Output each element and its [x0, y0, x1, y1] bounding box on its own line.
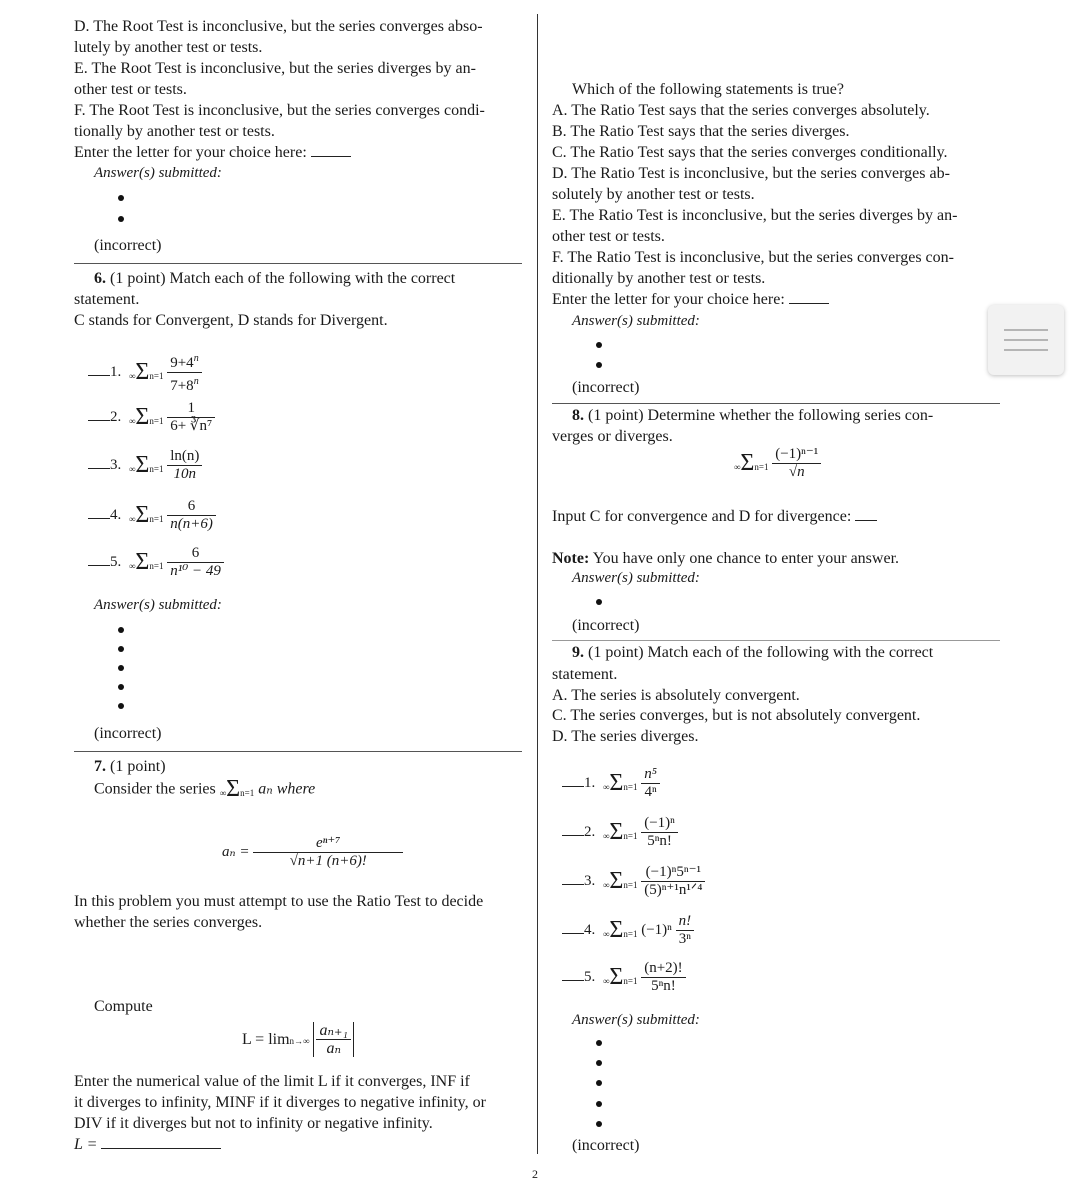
fraction-numerator: n⁵ — [641, 766, 660, 784]
q7-L-answer-blank[interactable] — [101, 1136, 221, 1149]
sigma-top: ∞ — [129, 464, 136, 474]
sigma-top: ∞ — [603, 831, 610, 841]
sigma-icon: Σ — [740, 450, 755, 476]
an-label: aₙ = — [222, 844, 250, 860]
q6-header-cont: statement. — [74, 291, 140, 308]
fraction-denominator: n¹⁰ − 49 — [170, 563, 221, 579]
answer-bullet — [596, 342, 602, 348]
q9-item-4 — [562, 913, 694, 948]
sigma-bottom: n=1 — [149, 561, 164, 571]
answer-bullet — [596, 1121, 602, 1127]
sigma-top: ∞ — [734, 462, 741, 472]
q6-item-2 — [88, 400, 215, 435]
answer-bullet — [596, 362, 602, 368]
q5-answer-blank[interactable] — [311, 144, 351, 157]
ratio-option-line: F. The Ratio Test is inconclusive, but the series converges con- — [552, 249, 954, 266]
fraction-denominator: 3ⁿ — [678, 931, 692, 947]
ratio-option-line: B. The Ratio Test says that the series diverges. — [552, 123, 850, 140]
q9-item-label: 1. — [584, 774, 596, 791]
fraction-denominator: 10n — [173, 466, 197, 482]
answers-submitted-label: Answer(s) submitted: — [572, 313, 700, 329]
q6-item-4-blank[interactable] — [88, 506, 110, 519]
q7-number: 7. — [94, 758, 106, 775]
q5-option-line: F. The Root Test is inconclusive, but the series converges condi- — [74, 102, 485, 119]
answer-bullet — [596, 1060, 602, 1066]
q7-limit-formula — [242, 1022, 354, 1057]
answer-bullet — [118, 627, 124, 633]
sigma-icon: Σ — [135, 404, 150, 430]
q5-option-line: E. The Root Test is inconclusive, but the series diverges by an- — [74, 60, 476, 77]
q9-item-5-blank[interactable] — [562, 968, 584, 981]
section-divider — [74, 751, 522, 752]
fraction-denominator: 4ⁿ — [644, 784, 657, 800]
q8-note-label: Note: — [552, 550, 590, 567]
sigma-bottom: n=1 — [623, 831, 638, 841]
ratio-choice-row — [552, 289, 829, 310]
fraction-numerator: (−1)ⁿ5ⁿ⁻¹ — [641, 864, 705, 882]
ratio-option-line: A. The Ratio Test says that the series converges absolutely. — [552, 102, 930, 119]
sigma-top: ∞ — [129, 416, 136, 426]
q8-note-text: You have only one chance to enter your answer. — [592, 550, 900, 567]
sigma-icon: Σ — [135, 358, 150, 385]
q9-item-2-blank[interactable] — [562, 823, 584, 836]
q7-consider-text: Consider the series — [94, 780, 216, 798]
q9-item-4-blank[interactable] — [562, 921, 584, 934]
q6-header — [94, 268, 455, 289]
q7-series-term: aₙ where — [258, 780, 316, 798]
fraction-numerator: ln(n) — [167, 448, 202, 466]
answer-bullet — [596, 1101, 602, 1107]
section-divider — [552, 640, 1000, 641]
sigma-icon: Σ — [135, 452, 150, 478]
answer-bullet — [596, 599, 602, 605]
q5-option-line: lutely by another test or tests. — [74, 39, 263, 56]
q6-item-label: 3. — [110, 456, 122, 473]
answer-bullet — [118, 703, 124, 709]
q9-number: 9. — [572, 644, 584, 661]
q6-item-1 — [88, 350, 202, 395]
q5-option-line: tionally by another test or tests. — [74, 123, 275, 140]
q7-instruction-line: whether the series converges. — [74, 914, 263, 931]
sigma-bottom: n=1 — [623, 929, 638, 939]
q9-option-line: D. The series diverges. — [552, 728, 699, 745]
sigma-top: ∞ — [603, 929, 610, 939]
q8-header — [572, 405, 933, 426]
q9-item-5 — [562, 960, 686, 995]
q5-option-line: other test or tests. — [74, 81, 187, 98]
q7-consider-row — [94, 778, 315, 800]
fraction-numerator: eⁿ⁺⁷ — [253, 835, 403, 853]
q8-header-cont: verges or diverges. — [552, 428, 673, 445]
ratio-option-line: D. The Ratio Test is inconclusive, but the series converges ab- — [552, 165, 950, 182]
q8-answer-blank[interactable] — [855, 508, 877, 521]
q7-instruction-line: In this problem you must attempt to use the Ratio Test to decide — [74, 893, 484, 910]
answer-bullet — [596, 1040, 602, 1046]
ratio-option-line: solutely by another test or tests. — [552, 186, 755, 203]
section-divider — [74, 263, 522, 264]
q5-prompt-row — [74, 142, 351, 163]
fraction-numerator: (n+2)! — [641, 960, 685, 978]
sigma-icon: Σ — [226, 776, 241, 802]
q5-prompt: Enter the letter for your choice here: — [74, 144, 307, 161]
q8-number: 8. — [572, 407, 584, 424]
menu-icon-bar — [1004, 349, 1048, 351]
incorrect-status: (incorrect) — [572, 1137, 640, 1154]
answer-bullet — [118, 665, 124, 671]
q6-item-3 — [88, 448, 202, 483]
ratio-option-line: other test or tests. — [552, 228, 665, 245]
sigma-bottom: n=1 — [240, 788, 255, 798]
q9-item-3 — [562, 864, 705, 899]
answers-submitted-label: Answer(s) submitted: — [94, 165, 222, 181]
sigma-icon: Σ — [609, 964, 624, 990]
q6-item-label: 1. — [110, 363, 122, 380]
q9-option-line: C. The series converges, but is not absolutely convergent. — [552, 707, 921, 724]
menu-icon-bar — [1004, 329, 1048, 331]
ratio-answer-blank[interactable] — [789, 291, 829, 304]
column-divider — [537, 14, 538, 1154]
sigma-bottom: n=1 — [149, 370, 164, 381]
q7-enter-line: Enter the numerical value of the limit L if it converges, INF if — [74, 1073, 470, 1090]
answers-submitted-label: Answer(s) submitted: — [572, 570, 700, 586]
q9-item-3-blank[interactable] — [562, 872, 584, 885]
q6-item-5-blank[interactable] — [88, 553, 110, 566]
answer-bullet — [118, 684, 124, 690]
q9-item-label: 5. — [584, 968, 596, 985]
sigma-top: ∞ — [129, 514, 136, 524]
fraction-numerator: aₙ₊₁ — [316, 1022, 351, 1040]
sigma-icon: Σ — [135, 502, 150, 528]
q9-header-cont: statement. — [552, 666, 618, 683]
q9-header — [572, 642, 933, 663]
q6-header-text: (1 point) Match each of the following with the correct — [110, 270, 456, 287]
ratio-option-line: C. The Ratio Test says that the series converges conditionally. — [552, 144, 948, 161]
q7-header — [94, 756, 166, 777]
menu-icon-bar — [1004, 339, 1048, 341]
q9-item-4-prefix: (−1)ⁿ — [641, 922, 672, 938]
q6-item-label: 4. — [110, 506, 122, 523]
section-divider — [552, 403, 1000, 404]
fraction-denominator: n(n+6) — [170, 516, 213, 532]
ratio-question-prompt: Which of the following statements is true? — [572, 81, 844, 98]
sigma-top: ∞ — [603, 782, 610, 792]
q7-enter-line: DIV if it diverges but not to infinity or negative infinity. — [74, 1115, 433, 1132]
fraction-denominator: 7+8 — [170, 378, 194, 394]
sigma-icon: Σ — [609, 770, 624, 796]
limit-subscript: n→∞ — [289, 1036, 310, 1046]
answer-bullet — [118, 216, 124, 222]
fraction-numerator: (−1)ⁿ⁻¹ — [772, 446, 821, 464]
fraction-numerator: 6 — [167, 545, 224, 563]
sigma-bottom: n=1 — [149, 416, 164, 426]
sigma-top: ∞ — [219, 788, 227, 798]
fraction-denominator: aₙ — [326, 1040, 341, 1057]
q8-header-text: (1 point) Determine whether the following series con- — [588, 407, 934, 424]
q6-number: 6. — [94, 270, 106, 287]
exponent: n — [193, 376, 199, 387]
incorrect-status: (incorrect) — [572, 617, 640, 634]
fraction-denominator: (5)ⁿ⁺¹n¹ᐟ⁴ — [644, 882, 703, 898]
sigma-top: ∞ — [129, 370, 136, 381]
fraction-denominator: 6+ ∛n⁷ — [170, 418, 213, 434]
q8-input-prompt: Input C for convergence and D for divergence: — [552, 508, 852, 525]
incorrect-status: (incorrect) — [94, 237, 162, 254]
sigma-top: ∞ — [603, 880, 610, 890]
sigma-bottom: n=1 — [623, 976, 638, 986]
sigma-icon: Σ — [135, 549, 150, 575]
q7-an-formula — [222, 835, 403, 870]
sigma-top: ∞ — [603, 976, 610, 986]
fraction-numerator: 6 — [167, 498, 216, 516]
ratio-option-line: ditionally by another test or tests. — [552, 270, 766, 287]
q6-item-2-blank[interactable] — [88, 408, 110, 421]
fraction-denominator: 5ⁿn! — [647, 833, 672, 849]
fraction-denominator: √n+1 (n+6)! — [289, 853, 367, 869]
q7-enter-line: it diverges to infinity, MINF if it diverges to negative infinity, or — [74, 1094, 486, 1111]
q5-option-line: D. The Root Test is inconclusive, but the series converges abso- — [74, 18, 483, 35]
q6-item-label: 2. — [110, 408, 122, 425]
answer-bullet — [596, 1080, 602, 1086]
exponent: n — [193, 353, 199, 364]
q6-legend: C stands for Convergent, D stands for Divergent. — [74, 312, 388, 329]
answers-submitted-label: Answer(s) submitted: — [94, 597, 222, 613]
q6-item-3-blank[interactable] — [88, 456, 110, 469]
q6-item-label: 5. — [110, 553, 122, 570]
sigma-icon: Σ — [609, 917, 624, 943]
sigma-bottom: n=1 — [623, 880, 638, 890]
sigma-bottom: n=1 — [149, 464, 164, 474]
q8-note-row — [552, 548, 899, 569]
q9-item-label: 4. — [584, 921, 596, 938]
limit-label: L = lim — [242, 1031, 290, 1048]
ratio-choice-prompt: Enter the letter for your choice here: — [552, 291, 785, 308]
q9-option-line: A. The series is absolutely convergent. — [552, 687, 800, 704]
q6-item-5 — [88, 545, 224, 580]
q7-compute: Compute — [94, 998, 153, 1015]
incorrect-status: (incorrect) — [94, 725, 162, 742]
page-number: 2 — [532, 1167, 538, 1181]
sigma-bottom: n=1 — [754, 462, 769, 472]
answers-submitted-label: Answer(s) submitted: — [572, 1012, 700, 1028]
q9-item-1-blank[interactable] — [562, 774, 584, 787]
q9-item-label: 2. — [584, 823, 596, 840]
q7-L-row — [74, 1134, 221, 1155]
fraction-numerator: 9+4 — [170, 355, 194, 371]
fraction-denominator: √n — [788, 464, 805, 480]
q9-item-2 — [562, 815, 678, 850]
q9-header-text: (1 point) Match each of the following with the correct — [588, 644, 934, 661]
ratio-option-line: E. The Ratio Test is inconclusive, but the series diverges by an- — [552, 207, 958, 224]
sigma-icon: Σ — [609, 819, 624, 845]
q6-item-1-blank[interactable] — [88, 363, 110, 376]
q8-series — [734, 446, 821, 481]
sigma-bottom: n=1 — [623, 782, 638, 792]
sigma-icon: Σ — [609, 868, 624, 894]
q6-item-4 — [88, 498, 216, 533]
fraction-numerator: n! — [676, 913, 695, 931]
q7-points: (1 point) — [110, 758, 166, 775]
q9-item-label: 3. — [584, 872, 596, 889]
q8-input-row — [552, 506, 877, 527]
menu-button[interactable] — [988, 305, 1064, 375]
sigma-bottom: n=1 — [149, 514, 164, 524]
answer-bullet — [118, 195, 124, 201]
L-prompt: L = — [74, 1136, 98, 1153]
fraction-denominator: 5ⁿn! — [651, 978, 676, 994]
sigma-top: ∞ — [129, 561, 136, 571]
incorrect-status: (incorrect) — [572, 379, 640, 396]
fraction-numerator: 1 — [167, 400, 215, 418]
q9-item-1 — [562, 766, 660, 801]
answer-bullet — [118, 646, 124, 652]
fraction-numerator: (−1)ⁿ — [641, 815, 678, 833]
